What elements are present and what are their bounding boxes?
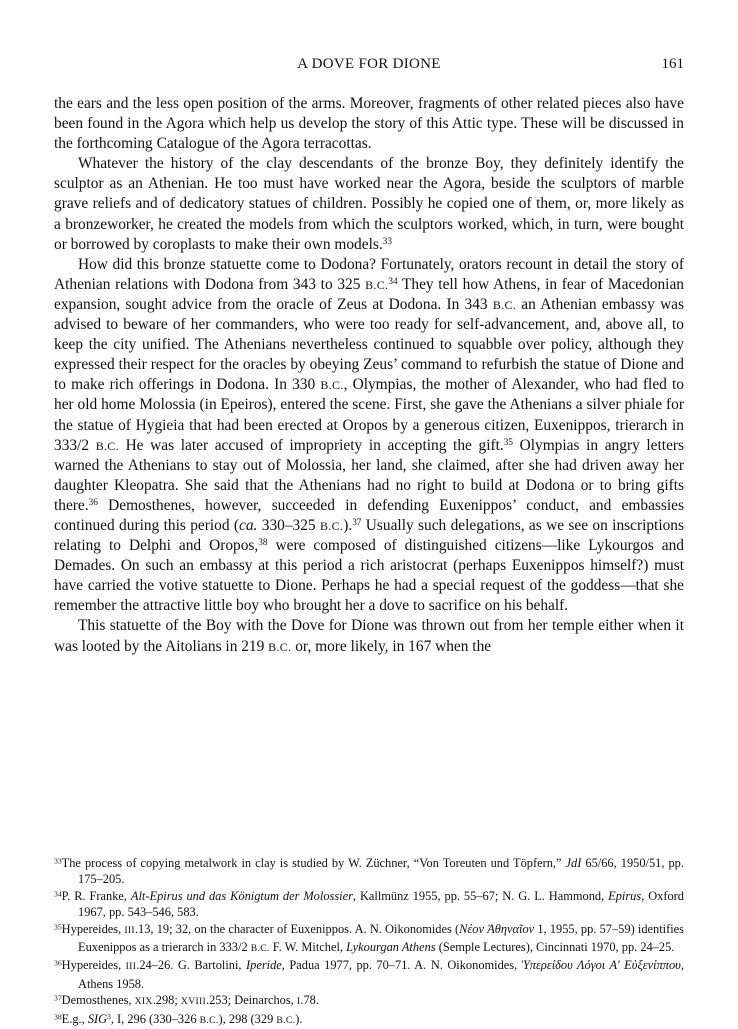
era-abbrev: B.C. xyxy=(276,1014,296,1026)
book-title: Ὑπερείδου Λόγοι Α' Εὐξενίππου xyxy=(521,958,681,973)
page-number: 161 xyxy=(661,56,684,72)
text-run: the ears and the less open position of the arms. Moreover, fragments of other related pieces also have been found in the Agora which help us develop the story of this Attic type. These will be discussed in the forthcoming Catalogue of the Agora terracottas. xyxy=(54,95,684,153)
text-run: ). xyxy=(343,516,353,534)
footnote-ref-35[interactable]: 35 xyxy=(503,436,513,447)
era-abbrev: B.C. xyxy=(365,277,389,292)
text-run: .253; Deinarchos, xyxy=(206,993,297,1008)
text-run: .298; xyxy=(152,993,181,1008)
text-run: an Athenian embassy was advised to beware of her commanders, who were too ready for self-advancement, and, above all, to keep the city unified. The Athenians nevertheless continued to squabble over policy, although they expressed their respect for the oracles by obeying Zeus’ command to refurbish the statue of Dione and to make rich offerings in Dodona. In 330 xyxy=(54,295,685,394)
footnote-ref-36[interactable]: 36 xyxy=(88,496,98,507)
paragraph-2 xyxy=(54,154,684,254)
book-numeral: XVIII xyxy=(180,996,207,1008)
text-run: Hypereides, xyxy=(61,958,126,973)
text-run: .78. xyxy=(300,993,319,1008)
footnote-37 xyxy=(54,992,684,1010)
book-title: Lykourgan Athens xyxy=(346,940,436,955)
text-run: How did this bronze statuette come to Dodona? Fortunately, orators recount in detail the story of Athenian relations with Dodona from 343 to 325 xyxy=(54,255,684,293)
paragraph-4 xyxy=(54,616,684,656)
footnote-ref-33[interactable]: 33 xyxy=(382,235,392,246)
footnote-number: 34 xyxy=(54,889,62,899)
text-run: Demosthenes, xyxy=(61,993,135,1008)
text-run: , Kallmünz 1955, pp. 55–67; N. G. L. Hammond, xyxy=(352,888,609,903)
text-run: 1, 1955, pp. 57–59) identifies Euxenippos as a trierarch in 333/2 xyxy=(78,921,684,955)
footnote-number: 33 xyxy=(54,856,62,866)
text-run: (Semple Lectures), Cincinnati 1970, pp. 24–25. xyxy=(435,940,675,955)
text-run: .13, 19; 32, on the character of Euxenippos. A. N. Oikonomides ( xyxy=(134,921,460,936)
book-title: Iperide xyxy=(246,958,282,973)
text-run: Hypereides, xyxy=(61,921,125,936)
footnote-number: 38 xyxy=(54,1012,62,1022)
footnote-38 xyxy=(54,1011,684,1029)
text-run: F. W. Mitchel, xyxy=(269,940,347,955)
book-title: Epirus xyxy=(608,888,642,903)
text-run: P. R. Franke, xyxy=(61,888,131,903)
footnote-33 xyxy=(54,855,684,888)
text-run: , Olympias, the mother of Alexander, who had fled to her old home Molossia (in Epeiros), entered the scene. First, she gave the Athenians a silver phiale for the statue of Hygieia that had been erected at Oropos by a generous citizen, Euxenippos, trierarch in 333/2 xyxy=(54,376,684,454)
text-run: , Padua 1977, pp. 70–71. A. N. Oikonomides, xyxy=(281,958,522,973)
text-run: This statuette of the Boy with the Dove for Dione was thrown out from her temple either when it was looted by the Aitolians in 219 xyxy=(54,617,684,655)
footnote-number: 36 xyxy=(54,958,62,968)
text-run: Olympias in angry letters warned the Athenians to stay out of Molossia, her land, she claimed, after she had driven away her daughter Kleopatra. She said that the Athenians had no right to build at Dodona or to bring gifts there. xyxy=(54,436,685,514)
text-run: E.g., xyxy=(61,1011,88,1026)
era-abbrev: B.C. xyxy=(268,639,292,654)
text-run: or, more likely, in 167 when the xyxy=(291,637,492,655)
book-numeral: XIX xyxy=(134,996,153,1008)
text-run: ). xyxy=(295,1011,303,1026)
text-run: , I, 296 (330–326 xyxy=(110,1011,200,1026)
footnote-36 xyxy=(54,957,684,992)
book-numeral: III xyxy=(124,924,135,936)
journal-title: Νέον Ἀθηναῖον xyxy=(459,921,535,936)
text-run: , Athens 1958. xyxy=(78,958,684,991)
text-run: , Oxford 1967, pp. 543–546, 583. xyxy=(78,888,684,920)
footnote-ref-37[interactable]: 37 xyxy=(352,516,362,527)
book-numeral: III xyxy=(125,961,137,973)
paragraph-1 xyxy=(54,94,684,154)
running-head xyxy=(54,56,684,78)
running-title: A DOVE FOR DIONE xyxy=(297,56,441,72)
book-numeral: I xyxy=(296,996,301,1008)
edition-superscript: 3 xyxy=(107,1011,111,1021)
text-run: Whatever the history of the clay descendants of the bronze Boy, they definitely identify the sculptor as an Athenian. He too must have worked near the Agora, beside the sculptors of marble grave reliefs and of dedicatory statues of children. Possibly he copied one of them, or, more likely as a bronzeworker, he created the models from which the sculptors worked, which, in turn, were bought or borrowed by coroplasts to make their own models. xyxy=(54,155,684,253)
paragraph-3 xyxy=(54,255,684,617)
text-run: Usually such delegations, as we see on inscriptions relating to Delphi and Oropos, xyxy=(54,516,684,555)
footnotes xyxy=(54,855,684,1029)
text-run: 65/66, 1950/51, pp. 175–205. xyxy=(78,856,684,887)
era-abbrev: B.C. xyxy=(492,297,517,312)
italic-abbrev: ca. xyxy=(239,516,258,534)
text-run: .24–26. G. Bartolini, xyxy=(136,958,247,973)
footnote-35 xyxy=(54,921,684,958)
text-run: He was later accused of impropriety in accepting the gift. xyxy=(118,436,504,454)
era-abbrev: B.C. xyxy=(95,438,119,453)
footnote-34 xyxy=(54,888,684,921)
era-abbrev: B.C. xyxy=(199,1014,219,1026)
footnote-number: 37 xyxy=(54,993,62,1003)
era-abbrev: B.C. xyxy=(319,518,344,533)
body-text xyxy=(54,94,684,657)
era-abbrev: B.C. xyxy=(320,378,344,393)
text-run: ), 298 (329 xyxy=(218,1011,277,1026)
era-abbrev: B.C. xyxy=(250,943,270,955)
book-title: Alt-Epirus und das Königtum der Molossier xyxy=(130,888,353,903)
text-run: The process of copying metalwork in clay is studied by W. Züchner, “Von Toreuten und Töpfern,” xyxy=(61,856,566,870)
journal-title: JdI xyxy=(565,856,582,870)
footnote-ref-38[interactable]: 38 xyxy=(258,536,268,547)
footnote-number: 35 xyxy=(54,922,62,932)
text-run: 330–325 xyxy=(257,516,320,534)
text-run: were composed of distinguished citizens—like Lykourgos and Demades. On such an embassy at this period a rich aristocrat (perhaps Euxenippos himself?) must have carried the votive statuette to Dione. Perhaps he had a special request of the goddess—that she remember the attractive little boy who brought her a dove to sacrifice on his behalf. xyxy=(54,537,684,615)
text-run: Demosthenes, however, succeeded in defending Euxenippos’ conduct, and embassies continued during this period ( xyxy=(54,496,684,534)
footnote-ref-34[interactable]: 34 xyxy=(388,275,398,286)
book-title: SIG xyxy=(87,1011,108,1026)
text-run: They tell how Athens, in fear of Macedonian expansion, sought advice from the oracle of Zeus at Dodona. In 343 xyxy=(54,275,684,313)
